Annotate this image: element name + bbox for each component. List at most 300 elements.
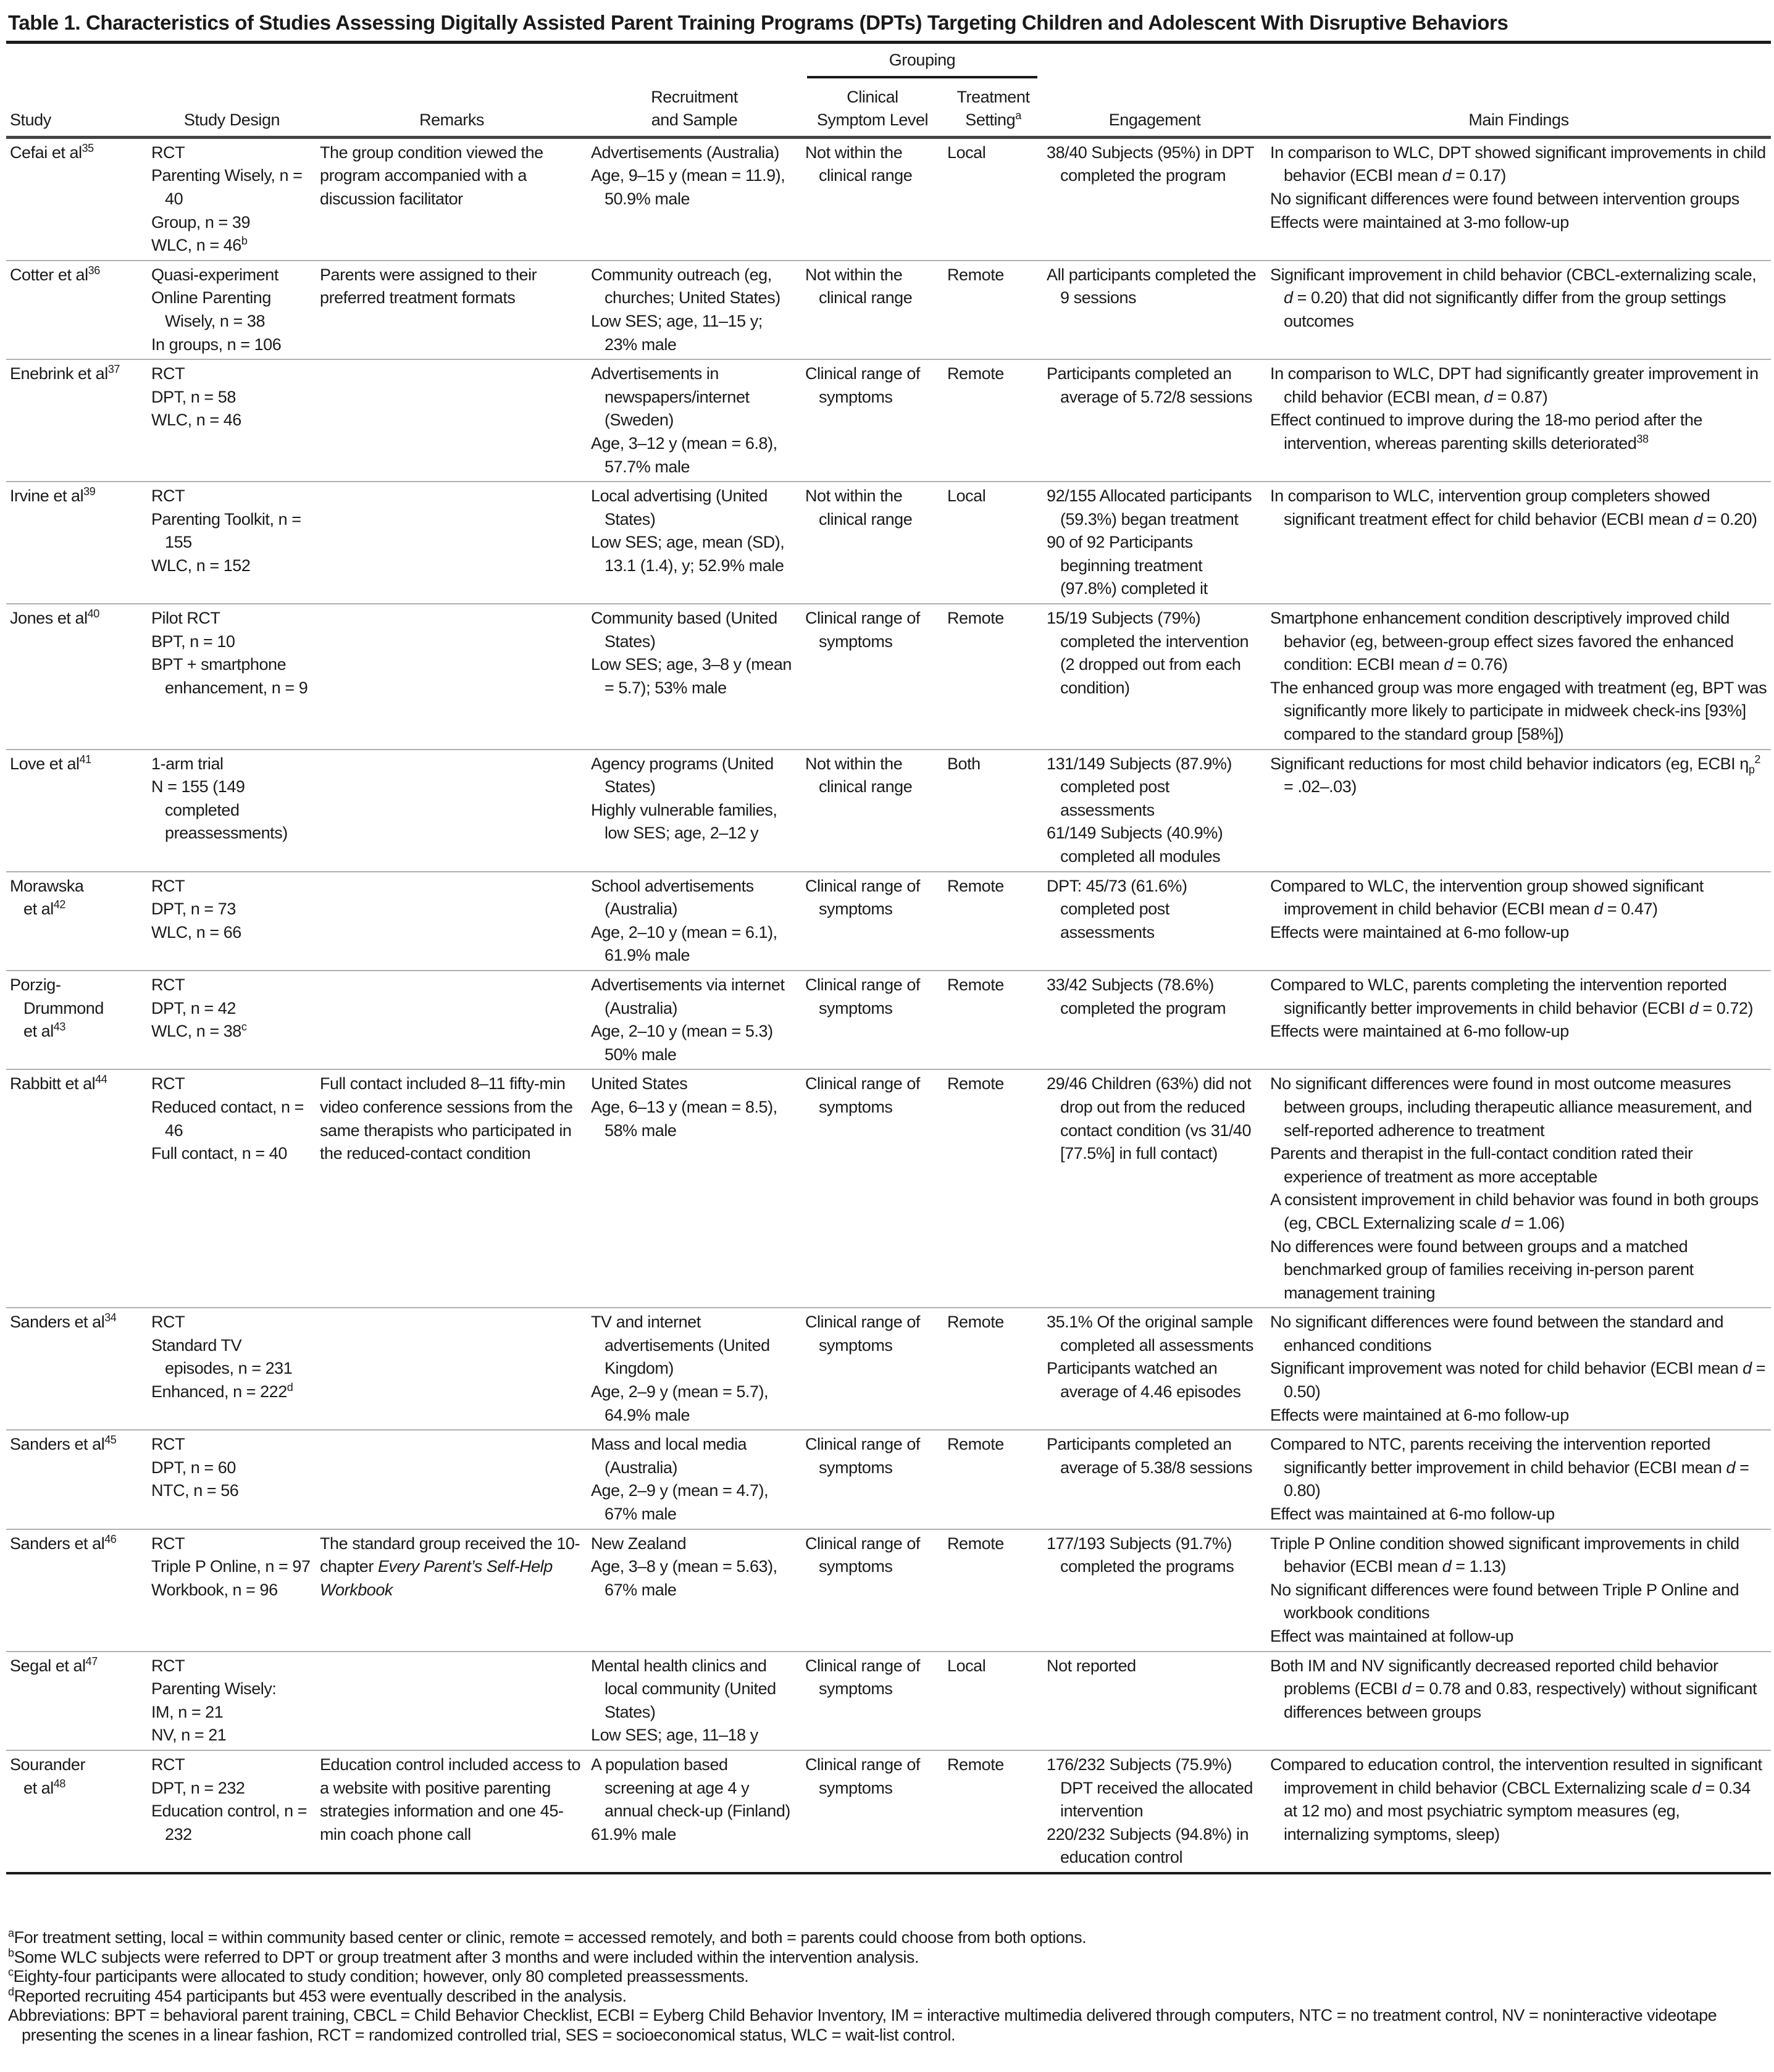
text-segment: DPT: 45/73 (61.6%) completed post assessments xyxy=(1047,876,1187,942)
studies-table xyxy=(6,41,1771,1874)
remarks-cell xyxy=(316,359,587,482)
cell-entry xyxy=(320,141,584,211)
cell-entry xyxy=(151,1555,312,1579)
main-findings-cell xyxy=(1266,1430,1771,1529)
text-segment: RCT xyxy=(151,1534,185,1553)
text-segment: Age, 2–9 y (mean = 5.7), 64.9% male xyxy=(591,1382,769,1424)
footnote xyxy=(8,1987,1768,2007)
cell-entry xyxy=(591,1823,798,1847)
italic-text: d xyxy=(1692,1778,1701,1797)
cell-entry xyxy=(947,875,1039,898)
engagement-cell xyxy=(1043,1652,1266,1750)
text-segment: Standard TV episodes, n = 231 xyxy=(151,1335,293,1378)
cell-entry xyxy=(1270,875,1767,921)
reference-number: 35 xyxy=(82,141,94,154)
text-segment: Compared to WLC, the intervention group showed significant improvement in child behavior (ECBI mean xyxy=(1270,876,1704,919)
engagement-cell xyxy=(1043,872,1266,971)
table-body xyxy=(6,137,1771,1873)
text-segment: Effect was maintained at 6-mo follow-up xyxy=(1270,1505,1555,1524)
engagement-cell xyxy=(1043,1308,1266,1430)
header-recruitment-line2: and Sample xyxy=(651,111,738,130)
treatment-setting-cell xyxy=(943,137,1043,260)
remarks-cell xyxy=(316,971,587,1069)
text-segment: RCT xyxy=(151,1313,185,1332)
study-name-line xyxy=(10,898,144,921)
cell-entry xyxy=(151,333,312,357)
text-segment: 90 of 92 Participants beginning treatment (97.8%) completed it xyxy=(1047,533,1208,598)
text-segment: In comparison to WLC, intervention group completers showed significant treatment effect for child behavior (ECBI mean xyxy=(1270,487,1710,528)
remarks-cell xyxy=(316,137,587,260)
treatment-setting-cell xyxy=(943,872,1043,971)
text-segment: Reduced contact, n = 46 xyxy=(151,1097,304,1140)
text-segment: School advertisements (Australia) xyxy=(591,876,754,919)
text-segment: Parenting Toolkit, n = 155 xyxy=(151,509,301,552)
cell-entry xyxy=(1270,1235,1767,1305)
cell-entry xyxy=(1270,1020,1767,1043)
header-setting xyxy=(943,81,1043,138)
text-segment: Workbook, n = 96 xyxy=(151,1580,278,1599)
cell-entry xyxy=(1270,211,1767,235)
cell-entry xyxy=(805,753,940,799)
text-segment: The enhanced group was more engaged with treatment (eg, BPT was significantly more likely to participate in midweek check-ins [93%] compared to the standard group [58%]) xyxy=(1270,678,1767,744)
cell-entry xyxy=(591,799,798,845)
cell-entry xyxy=(591,1724,798,1747)
text-segment: = 0.87) xyxy=(1492,387,1548,406)
text-segment: Compared to WLC, parents completing the intervention reported significantly better improvements in child behavior (ECBI xyxy=(1270,975,1727,1017)
study-cell xyxy=(6,137,148,260)
cell-entry xyxy=(947,1072,1039,1096)
text-segment: 177/193 Subjects (91.7%) completed the programs xyxy=(1047,1534,1234,1576)
text-segment: = 0.34 at 12 mo) and most psychiatric symptom measures (eg, internalizing symptoms, sleep) xyxy=(1284,1778,1751,1844)
treatment-setting-cell xyxy=(943,1529,1043,1652)
recruitment-cell xyxy=(587,1750,801,1873)
cell-entry xyxy=(320,1532,584,1602)
treatment-setting-cell xyxy=(943,482,1043,604)
recruitment-cell xyxy=(587,971,801,1069)
text-segment: = .02–.03) xyxy=(1284,777,1357,796)
text-segment: DPT, n = 58 xyxy=(151,387,236,406)
cell-entry xyxy=(947,753,1039,776)
study-cell xyxy=(6,604,148,750)
remarks-cell xyxy=(316,482,587,604)
clinical-level-cell xyxy=(801,872,943,971)
treatment-setting-cell xyxy=(943,261,1043,359)
text-segment: Education control, n = 232 xyxy=(151,1802,308,1844)
footnote xyxy=(8,1928,1768,1948)
text-segment: All participants completed the 9 sessions xyxy=(1047,265,1257,307)
remarks-cell xyxy=(316,261,587,359)
footnote xyxy=(8,2006,1768,2045)
cell-entry xyxy=(151,409,312,432)
text-segment: RCT xyxy=(151,876,185,895)
subscript: p xyxy=(1748,763,1755,776)
cell-entry xyxy=(1047,485,1263,531)
text-segment: Enhanced, n = 222 xyxy=(151,1382,287,1402)
text-segment: NV, n = 21 xyxy=(151,1726,227,1745)
text-segment: A population based screening at age 4 y annual check-up (Finland) xyxy=(591,1755,790,1821)
engagement-cell xyxy=(1043,137,1266,260)
study-name-line xyxy=(10,1311,144,1334)
clinical-level-cell xyxy=(801,1750,943,1873)
cell-entry xyxy=(151,386,312,409)
table-row xyxy=(6,482,1771,604)
text-segment: Group, n = 39 xyxy=(151,212,251,232)
clinical-level-cell xyxy=(801,604,943,750)
header-findings: Main Findings xyxy=(1266,81,1771,138)
study-name-line xyxy=(10,1753,144,1777)
header-study: Study xyxy=(6,81,148,138)
text-segment: = 0.20) xyxy=(1702,509,1757,528)
cell-entry xyxy=(1047,1311,1263,1357)
study-name: Cotter et al xyxy=(10,265,88,284)
header-recruitment-line1: Recruitment xyxy=(651,87,738,106)
text-segment: Clinical range of symptoms xyxy=(805,876,920,919)
text-segment: Remote xyxy=(947,876,1004,895)
main-findings-cell xyxy=(1266,604,1771,750)
cell-entry xyxy=(151,485,312,508)
cell-entry xyxy=(1270,1625,1767,1648)
text-segment: Age, 2–10 y (mean = 5.3) 50% male xyxy=(591,1022,773,1064)
text-segment: Significant reductions for most child behavior indicators (eg, ECBI η xyxy=(1270,754,1749,773)
cell-entry xyxy=(591,1381,798,1427)
recruitment-cell xyxy=(587,1652,801,1750)
clinical-level-cell xyxy=(801,1308,943,1430)
text-segment: N = 155 (149 completed preassessments) xyxy=(151,777,288,843)
text-segment: Age, 2–10 y (mean = 6.1), 61.9% male xyxy=(591,922,777,965)
text-segment: Parents were assigned to their preferred treatment formats xyxy=(320,265,537,307)
text-segment: Not within the clinical range xyxy=(805,754,913,796)
text-segment: Online Parenting Wisely, n = 38 xyxy=(151,288,271,330)
superscript: a xyxy=(8,1927,14,1939)
cell-entry xyxy=(151,1800,312,1846)
study-name: Porzig- xyxy=(10,975,61,994)
italic-text: d xyxy=(1484,387,1493,406)
cell-entry xyxy=(1270,1579,1767,1625)
header-design: Study Design xyxy=(148,81,316,138)
text-segment: 61.9% male xyxy=(591,1824,677,1844)
header-clinical-line2: Symptom Level xyxy=(816,111,929,130)
text-segment: Age, 3–8 y (mean = 5.63), 67% male xyxy=(591,1557,777,1599)
cell-entry xyxy=(151,362,312,386)
cell-entry xyxy=(151,286,312,333)
study-name-line xyxy=(10,264,144,287)
superscript: c xyxy=(8,1966,14,1978)
engagement-cell xyxy=(1043,604,1266,750)
cell-entry xyxy=(320,1072,584,1165)
superscript: b xyxy=(241,235,248,248)
recruitment-cell xyxy=(587,137,801,260)
cell-entry xyxy=(151,875,312,898)
text-segment: Age, 3–12 y (mean = 6.8), 57.7% male xyxy=(591,433,777,476)
cell-entry xyxy=(1270,188,1767,211)
cell-entry xyxy=(591,1532,798,1556)
main-findings-cell xyxy=(1266,1652,1771,1750)
text-segment: = 0.72) xyxy=(1698,998,1754,1017)
study-cell xyxy=(6,1750,148,1873)
clinical-level-cell xyxy=(801,1430,943,1529)
reference-number: 48 xyxy=(53,1777,65,1790)
cell-entry xyxy=(151,234,312,257)
text-segment: 33/42 Subjects (78.6%) completed the program xyxy=(1047,975,1226,1017)
recruitment-cell xyxy=(587,359,801,482)
text-segment: Advertisements (Australia) xyxy=(591,143,779,162)
text-segment: Agency programs (United States) xyxy=(591,754,774,796)
cell-entry xyxy=(591,432,798,478)
text-segment: = 0.17) xyxy=(1451,166,1506,185)
cell-entry xyxy=(947,1433,1039,1456)
cell-entry xyxy=(1270,1404,1767,1427)
text-segment: 15/19 Subjects (79%) completed the intervention (2 dropped out from each condition) xyxy=(1047,609,1249,697)
study-design-cell xyxy=(148,1529,316,1652)
text-segment: Effect was maintained at follow-up xyxy=(1270,1627,1513,1645)
text-segment: 220/232 Subjects (94.8%) in education control xyxy=(1047,1824,1249,1867)
cell-entry xyxy=(947,1311,1039,1334)
cell-entry xyxy=(151,1433,312,1456)
cell-entry xyxy=(591,1433,798,1479)
cell-entry xyxy=(805,1753,940,1800)
footnotes xyxy=(8,1928,1768,2045)
text-segment: Clinical range of symptoms xyxy=(805,1435,920,1477)
text-segment: = 1.06) xyxy=(1510,1213,1565,1232)
remarks-cell xyxy=(316,604,587,750)
recruitment-cell xyxy=(587,482,801,604)
text-segment: RCT xyxy=(151,1755,185,1774)
italic-text: d xyxy=(1442,1557,1452,1576)
cell-entry xyxy=(947,1753,1039,1777)
text-segment: For treatment setting, local = within community based center or clinic, remote = accessed remotely, and both = parents could choose from both options. xyxy=(14,1928,1087,1947)
treatment-setting-cell xyxy=(943,1652,1043,1750)
treatment-setting-cell xyxy=(943,604,1043,750)
cell-entry xyxy=(805,264,940,310)
cell-entry xyxy=(151,775,312,845)
italic-text: d xyxy=(1689,998,1699,1017)
study-cell xyxy=(6,261,148,359)
cell-entry xyxy=(1270,1142,1767,1188)
study-cell xyxy=(6,1308,148,1430)
text-segment: 35.1% Of the original sample completed all assessments xyxy=(1047,1313,1253,1355)
recruitment-cell xyxy=(587,604,801,750)
table-row xyxy=(6,1069,1771,1308)
cell-entry xyxy=(151,211,312,235)
cell-entry xyxy=(151,1701,312,1724)
study-cell xyxy=(6,482,148,604)
text-segment: NTC, n = 56 xyxy=(151,1481,239,1500)
main-findings-cell xyxy=(1266,482,1771,604)
table-row xyxy=(6,872,1771,971)
recruitment-cell xyxy=(587,1069,801,1308)
text-segment: No significant differences were found between the standard and enhanced conditions xyxy=(1270,1313,1724,1355)
study-design-cell xyxy=(148,1652,316,1750)
text-segment: The group condition viewed the program accompanied with a discussion facilitator xyxy=(320,143,543,208)
study-design-cell xyxy=(148,359,316,482)
cell-entry xyxy=(1270,1188,1767,1235)
text-segment: Significant improvement was noted for child behavior (ECBI mean xyxy=(1270,1359,1743,1378)
cell-entry xyxy=(591,1479,798,1526)
cell-entry xyxy=(1270,1072,1767,1142)
study-name: et al xyxy=(23,900,54,919)
recruitment-cell xyxy=(587,750,801,872)
text-segment: BPT, n = 10 xyxy=(151,632,235,651)
cell-entry xyxy=(591,1311,798,1381)
italic-text: d xyxy=(1726,1458,1736,1477)
cell-entry xyxy=(805,875,940,921)
reference-number: 34 xyxy=(104,1311,117,1324)
text-segment: Effects were maintained at 6-mo follow-up xyxy=(1270,1405,1569,1424)
text-segment: Clinical range of symptoms xyxy=(805,609,920,651)
cell-entry xyxy=(805,362,940,409)
clinical-level-cell xyxy=(801,971,943,1069)
cell-entry xyxy=(1270,1503,1767,1526)
study-name: Segal et al xyxy=(10,1656,86,1675)
cell-entry xyxy=(151,1753,312,1777)
cell-entry xyxy=(591,310,798,356)
text-segment: 38/40 Subjects (95%) in DPT completed the program xyxy=(1047,143,1254,185)
cell-entry xyxy=(805,974,940,1020)
cell-entry xyxy=(151,554,312,578)
text-segment: Smartphone enhancement condition descriptively improved child behavior (eg, between-group effect sizes favored the enhanced condition: ECBI mean xyxy=(1270,609,1734,674)
cell-entry xyxy=(805,141,940,188)
cell-entry xyxy=(805,1532,940,1579)
text-segment: Low SES; age, 11–18 y xyxy=(591,1726,758,1745)
text-segment: Low SES; age, mean (SD), 13.1 (1.4), y; 52.9% male xyxy=(591,533,785,575)
text-segment: RCT xyxy=(151,975,185,994)
cell-entry xyxy=(591,1655,798,1724)
cell-entry xyxy=(591,921,798,967)
text-segment: = 0.78 and 0.83, respectively) without significant differences between groups xyxy=(1284,1679,1757,1721)
cell-entry xyxy=(591,974,798,1020)
remarks-cell xyxy=(316,1069,587,1308)
text-segment: Full contact, n = 40 xyxy=(151,1144,287,1163)
cell-entry xyxy=(320,1753,584,1846)
text-segment: 61/149 Subjects (40.9%) completed all modules xyxy=(1047,824,1223,866)
cell-entry xyxy=(1047,1753,1263,1823)
table-row xyxy=(6,1529,1771,1652)
cell-entry xyxy=(947,141,1039,165)
cell-entry xyxy=(151,264,312,287)
cell-entry xyxy=(151,974,312,997)
study-name: Enebrink et al xyxy=(10,364,108,383)
text-segment: In groups, n = 106 xyxy=(151,335,282,354)
text-segment: Local advertising (United States) xyxy=(591,487,768,528)
text-segment: No significant differences were found between intervention groups xyxy=(1270,189,1739,208)
cell-entry xyxy=(1047,1823,1263,1869)
cell-entry xyxy=(151,653,312,700)
study-name: Sanders et al xyxy=(10,1313,105,1332)
cell-entry xyxy=(151,1579,312,1602)
text-segment: Low SES; age, 11–15 y; 23% male xyxy=(591,311,763,354)
text-segment: Remote xyxy=(947,1074,1004,1093)
study-cell xyxy=(6,971,148,1069)
text-segment: Low SES; age, 3–8 y (mean = 5.7); 53% male xyxy=(591,655,792,697)
study-design-cell xyxy=(148,1750,316,1873)
text-segment: RCT xyxy=(151,143,185,162)
study-name-line xyxy=(10,362,144,386)
cell-entry xyxy=(1270,409,1767,455)
main-findings-cell xyxy=(1266,359,1771,482)
main-findings-cell xyxy=(1266,1069,1771,1308)
cell-entry xyxy=(151,997,312,1021)
cell-entry xyxy=(947,485,1039,508)
header-group-row xyxy=(6,43,1771,81)
study-cell xyxy=(6,1652,148,1750)
text-segment: No significant differences were found between Triple P Online and workbook conditions xyxy=(1270,1580,1739,1623)
footnote xyxy=(8,1967,1768,1987)
remarks-cell xyxy=(316,1529,587,1652)
study-cell xyxy=(6,872,148,971)
text-segment: Not within the clinical range xyxy=(805,487,913,528)
engagement-cell xyxy=(1043,1529,1266,1652)
text-segment: Remote xyxy=(947,975,1004,994)
cell-entry xyxy=(1270,1357,1767,1403)
text-segment: Local xyxy=(947,1656,986,1675)
text-segment: DPT, n = 42 xyxy=(151,998,236,1017)
text-segment: Clinical range of symptoms xyxy=(805,1313,920,1355)
text-segment: Highly vulnerable families, low SES; age, 2–12 y xyxy=(591,800,777,843)
cell-entry xyxy=(591,531,798,577)
text-segment: WLC, n = 38 xyxy=(151,1022,241,1041)
text-segment: Full contact included 8–11 fifty-min video conference sessions from the same therapists who participated in the reduced-contact condition xyxy=(320,1074,573,1163)
italic-text: d xyxy=(1284,288,1293,307)
study-name-line xyxy=(10,1020,144,1043)
text-segment: Some WLC subjects were referred to DPT or group treatment after 3 months and were included within the intervention analysis. xyxy=(14,1947,919,1966)
cell-entry xyxy=(151,1655,312,1678)
treatment-setting-cell xyxy=(943,1069,1043,1308)
study-name: Morawska xyxy=(10,876,84,895)
text-segment: Clinical range of symptoms xyxy=(805,1656,920,1698)
cell-entry xyxy=(320,264,584,310)
text-segment: Effects were maintained at 6-mo follow-up xyxy=(1270,1022,1569,1041)
cell-entry xyxy=(151,141,312,165)
cell-entry xyxy=(151,1072,312,1096)
text-segment: Pilot RCT xyxy=(151,609,220,628)
treatment-setting-cell xyxy=(943,750,1043,872)
table-row xyxy=(6,359,1771,482)
text-segment: = 0.20) that did not significantly differ from the group settings outcomes xyxy=(1284,288,1726,330)
italic-text: d xyxy=(1442,166,1452,185)
cell-entry xyxy=(947,607,1039,630)
text-segment: Clinical range of symptoms xyxy=(805,1074,920,1116)
grouping-label: Grouping xyxy=(807,49,1038,78)
study-name: Irvine et al xyxy=(10,487,84,506)
cell-entry xyxy=(1047,974,1263,1020)
table-title: Table 1. Characteristics of Studies Assessing Digitally Assisted Parent Training Programs (DPTs) Targeting Children and Adolescent With Disruptive Behaviors xyxy=(8,11,1508,34)
footnote xyxy=(8,1948,1768,1968)
study-name: Jones et al xyxy=(10,609,88,628)
treatment-setting-cell xyxy=(943,1308,1043,1430)
table-row xyxy=(6,1750,1771,1873)
reference-number: 42 xyxy=(53,898,65,911)
recruitment-cell xyxy=(587,1529,801,1652)
text-segment: In comparison to WLC, DPT showed significant improvements in child behavior (ECBI mean xyxy=(1270,143,1766,185)
cell-entry xyxy=(151,1532,312,1556)
text-segment: Compared to NTC, parents receiving the intervention reported significantly better improvement in child behavior (ECBI mean xyxy=(1270,1435,1726,1477)
cell-entry xyxy=(591,1096,798,1142)
cell-entry xyxy=(947,974,1039,997)
cell-entry xyxy=(1047,141,1263,188)
engagement-cell xyxy=(1043,1430,1266,1529)
text-segment: Community based (United States) xyxy=(591,609,777,651)
engagement-cell xyxy=(1043,359,1266,482)
text-segment: 92/155 Allocated participants (59.3%) began treatment xyxy=(1047,487,1252,528)
study-design-cell xyxy=(148,1430,316,1529)
cell-entry xyxy=(1047,822,1263,868)
study-name: Love et al xyxy=(10,754,80,773)
cell-entry xyxy=(1047,1532,1263,1579)
study-name-line xyxy=(10,1532,144,1556)
study-name-line xyxy=(10,1655,144,1678)
text-segment: = 0.76) xyxy=(1452,655,1508,674)
text-segment: Clinical range of symptoms xyxy=(805,1755,920,1797)
